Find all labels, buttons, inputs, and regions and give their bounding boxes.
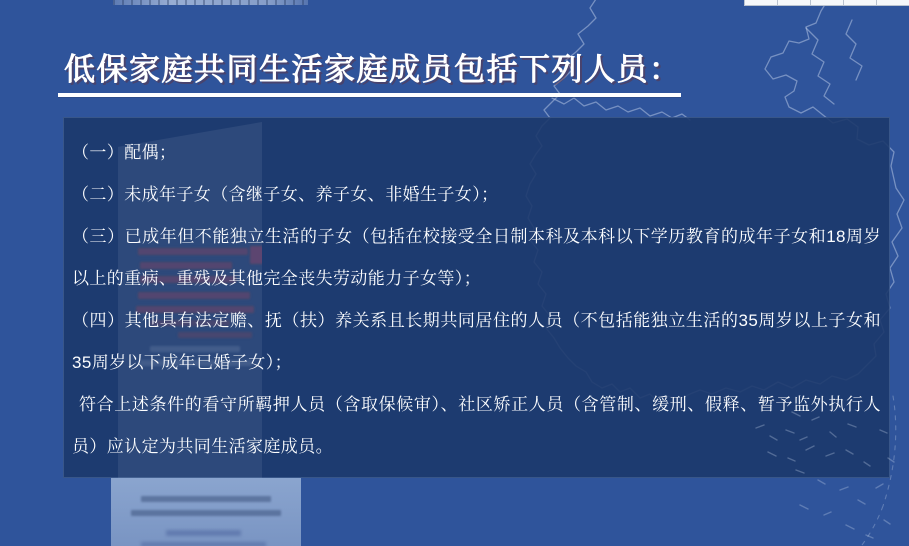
watermark-text-line	[166, 530, 241, 536]
member-item-3: （三）已成年但不能独立生活的子女（包括在校接受全日制本科及本科以下学历教育的成年子女和18周岁以上的重病、重残及其他完全丧失劳动能力子女等）；	[72, 227, 881, 288]
member-item-1: （一）配偶；	[72, 143, 177, 162]
top-edge-artifact	[113, 0, 308, 5]
watermark-text-line	[141, 542, 266, 546]
watermark-text-line	[131, 510, 281, 516]
title-underline	[58, 93, 681, 97]
member-item-2: （二）未成年子女（含继子女、养子女、非婚生子女）；	[72, 185, 499, 204]
content-panel	[63, 117, 890, 478]
member-item-4: （四）其他具有法定赡、抚（扶）养关系且长期共同居住的人员（不包括能独立生活的35周岁以上子女和35周岁以下成年已婚子女）；	[72, 311, 881, 372]
document-watermark-lower	[111, 478, 301, 546]
watermark-text-line	[141, 496, 271, 502]
page-title: 低保家庭共同生活家庭成员包括下列人员：	[64, 52, 682, 87]
member-note: 符合上述条件的看守所羁押人员（含取保候审）、社区矫正人员（含管制、缓刑、假释、暂予监外执行人员）应认定为共同生活家庭成员。	[72, 395, 881, 456]
cropped-table-edge	[744, 0, 909, 6]
